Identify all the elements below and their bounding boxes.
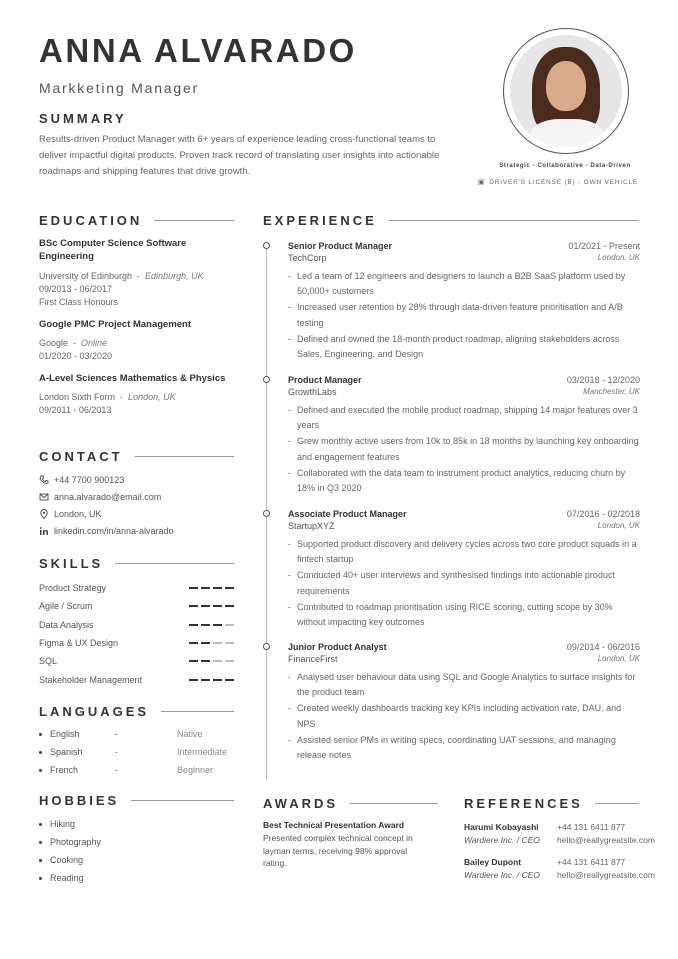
edu-dates: 09/2011 - 06/2013 <box>39 405 112 415</box>
job-location: London, UK <box>597 521 640 530</box>
skill-item <box>39 652 234 670</box>
reference-phone: +44 131 6411 877 <box>557 857 626 867</box>
edu-dates: 01/2020 - 03/2020 <box>39 351 113 361</box>
job-dates: 01/2021 - Present <box>568 241 640 251</box>
contact-linkedin[interactable]: linkedin.com/in/anna-alvarado <box>39 522 234 539</box>
experience-heading-row <box>263 213 639 228</box>
job-company: GrowthLabs <box>288 387 337 397</box>
skill-level-dash <box>189 642 198 644</box>
reference-company: Wardiere Inc. / CEO <box>464 870 540 880</box>
skill-item <box>39 670 234 688</box>
award-name: Best Technical Presentation Award <box>263 820 405 830</box>
job-bullet: - Supported product discovery and delivery cycles across two core product squads in a fintech startup <box>288 537 640 567</box>
language-sep: - <box>115 729 118 739</box>
school: University of Edinburgh <box>39 271 133 281</box>
skill-level-dash <box>225 679 234 681</box>
degree: BSc Computer Science Software Engineering <box>39 238 187 262</box>
job-bullet: - Conducted 40+ user interviews and synthesised findings into actionable product requirements <box>288 568 640 598</box>
language-sep: - <box>115 765 118 775</box>
language-level: Intermediate <box>177 747 228 757</box>
job-bullet: - Collaborated with the data team to instrument product analytics, reducing churn by 18% in Q3 2020 <box>288 466 640 496</box>
hobby-item: Hiking <box>39 815 234 833</box>
job-entry <box>266 509 640 631</box>
skill-item <box>39 634 234 652</box>
hobby-item: Cooking <box>39 851 234 869</box>
summary-text: Results-driven Product Manager with 6+ years of experience leading cross-functional teams to deliver impactful digital products. Proven track record of translating user insights into actionable roadmaps and shipping features that drive growth. <box>39 134 440 177</box>
contact-list <box>39 471 234 539</box>
skill-level-dash <box>201 605 210 607</box>
skill-level-indicator <box>189 642 234 644</box>
language-level: Native <box>177 729 203 739</box>
language-item <box>39 761 234 779</box>
job-title: Markketing Manager <box>39 80 200 96</box>
phone-icon <box>39 475 49 485</box>
hobby-item: Photography <box>39 833 234 851</box>
job-title: Senior Product Manager <box>288 241 393 251</box>
language-item <box>39 743 234 761</box>
job-bullet: - Increased user retention by 28% through data-driven feature prioritisation and A/B testing <box>288 300 640 330</box>
language-level: Beginner <box>177 765 214 775</box>
skill-level-dash <box>201 642 210 644</box>
education-item: A-Level Sciences Mathematics & Physics London Sixth Form - London, UK 09/2011 - 06/2013 <box>39 372 234 415</box>
job-dates: 07/2016 - 02/2018 <box>566 509 640 519</box>
school-location: Edinburgh, UK <box>145 271 204 281</box>
degree: Google PMC Project Management <box>39 319 192 330</box>
skill-level-dash <box>189 587 198 589</box>
skill-item <box>39 597 234 615</box>
contact-email[interactable]: anna.alvarado@email.com <box>39 488 234 505</box>
skill-level-dash <box>225 605 234 607</box>
skill-level-dash <box>213 679 222 681</box>
hobbies-list <box>39 815 234 887</box>
school: Google <box>39 338 69 348</box>
reference-email[interactable]: hello@reallygreatsite.com <box>557 835 655 845</box>
reference-name: Harumi Kobayashi <box>464 822 539 832</box>
mail-icon <box>39 492 49 502</box>
skill-name: Agile / Scrum <box>39 601 93 612</box>
references-heading-row <box>464 796 639 811</box>
job-title: Product Manager <box>288 375 362 385</box>
reference-item <box>464 857 664 880</box>
job-dates: 03/2018 - 12/2020 <box>566 375 640 385</box>
skill-item <box>39 579 234 597</box>
job-bullet: - Led a team of 12 engineers and designers to launch a B2B SaaS platform used by 50,000+ customers <box>288 269 640 299</box>
experience-heading: EXPERIENCE <box>263 213 377 228</box>
skill-level-dash <box>201 587 210 589</box>
skills-heading-row <box>39 556 234 571</box>
education-heading-row <box>39 213 234 228</box>
job-entry <box>266 375 640 497</box>
skill-level-indicator <box>189 605 234 607</box>
job-location: Manchester, UK <box>583 387 640 396</box>
contact-heading: CONTACT <box>39 449 123 464</box>
skill-level-dash <box>225 660 234 662</box>
profile-photo <box>503 28 629 154</box>
job-bullet: - Created weekly dashboards tracking key KPIs including activation rate, DAU, and NPS <box>288 701 640 731</box>
skill-level-dash <box>201 624 210 626</box>
hobbies-heading: HOBBIES <box>39 793 120 808</box>
skill-level-indicator <box>189 660 234 662</box>
skill-level-dash <box>213 587 222 589</box>
skill-level-indicator <box>189 587 234 589</box>
skill-level-dash <box>189 624 198 626</box>
hobby-item: Reading <box>39 869 234 887</box>
skill-level-dash <box>201 679 210 681</box>
language-name: Spanish <box>50 747 83 757</box>
timeline-dot <box>263 242 270 249</box>
skill-level-dash <box>213 605 222 607</box>
degree: A-Level Sciences Mathematics & Physics <box>39 373 226 384</box>
job-bullet: - Defined and owned the 18-month product roadmap, aligning stakeholders across Sales, Engineering, and Design <box>288 332 640 362</box>
contact-phone: +44 7700 900123 <box>39 471 234 488</box>
skill-name: Figma & UX Design <box>39 638 119 649</box>
hobbies-heading-row <box>39 793 234 808</box>
job-bullet: - Assisted senior PMs in writing specs, coordinating UAT sessions, and managing release notes <box>288 733 640 763</box>
award-text: Presented complex technical concept in layman terms, receiving 98% approval rating. <box>263 833 413 868</box>
job-entry <box>266 241 640 363</box>
edu-note: First Class Honours <box>39 297 119 307</box>
skill-name: Data Analysis <box>39 619 94 630</box>
languages-heading: LANGUAGES <box>39 704 150 719</box>
skill-name: Product Strategy <box>39 583 107 594</box>
school: London Sixth Form <box>39 392 116 402</box>
reference-email[interactable]: hello@reallygreatsite.com <box>557 870 655 880</box>
job-title: Junior Product Analyst <box>288 642 387 652</box>
awards-heading: AWARDS <box>263 796 339 811</box>
skill-name: Stakeholder Management <box>39 674 143 685</box>
contact-location: London, UK <box>39 505 234 522</box>
skill-name: SQL <box>39 656 58 667</box>
job-location: London, UK <box>597 253 640 262</box>
reference-phone: +44 131 6411 877 <box>557 822 626 832</box>
education-item: BSc Computer Science Software Engineering University of Edinburgh - Edinburgh, UK 09/2013 - 06/2017 First Class Honours <box>39 237 234 307</box>
contact-heading-row <box>39 449 234 464</box>
skill-level-indicator <box>189 624 234 626</box>
skill-level-dash <box>213 624 222 626</box>
job-company: StartupXYZ <box>288 521 335 531</box>
award-item <box>263 820 433 870</box>
reference-company: Wardiere Inc. / CEO <box>464 835 540 845</box>
job-bullet: - Grew monthly active users from 10k to 85k in 18 months by launching key onboarding and engagement features <box>288 434 640 464</box>
languages-heading-row <box>39 704 234 719</box>
references-heading: REFERENCES <box>464 796 583 811</box>
skills-heading: SKILLS <box>39 556 104 571</box>
car-icon: ▣ <box>477 179 486 186</box>
location-pin-icon <box>39 509 49 519</box>
skill-item <box>39 616 234 634</box>
job-bullet: - Analysed user behaviour data using SQL and Google Analytics to surface insights for the product team <box>288 670 640 700</box>
education-heading: EDUCATION <box>39 213 143 228</box>
job-title: Associate Product Manager <box>288 509 407 519</box>
job-bullet: - Contributed to roadmap prioritisation using RICE scoring, cutting scope by 30% without impacting key outcomes <box>288 600 640 630</box>
education-list <box>39 237 234 415</box>
summary-heading: SUMMARY <box>39 111 127 126</box>
edu-dates: 09/2013 - 06/2017 <box>39 284 113 294</box>
skill-level-dash <box>225 624 234 626</box>
skill-level-dash <box>189 679 198 681</box>
job-dates: 09/2014 - 06/2016 <box>566 642 640 652</box>
education-item: Google PMC Project Management Google - Online 01/2020 - 03/2020 <box>39 318 234 361</box>
language-item <box>39 725 234 743</box>
traits-line: Strategic - Collaborative - Data-Driven <box>499 163 631 169</box>
skill-level-dash <box>225 642 234 644</box>
license-line: ▣ DRIVER'S LICENSE (B) - OWN VEHICLE <box>477 179 638 186</box>
language-name: French <box>50 765 79 775</box>
skill-level-dash <box>213 642 222 644</box>
skill-level-dash <box>189 660 198 662</box>
candidate-name: ANNA ALVARADO <box>39 32 357 69</box>
job-entry <box>266 642 640 764</box>
language-name: English <box>50 729 80 739</box>
job-company: FinanceFirst <box>288 654 338 664</box>
reference-name: Bailey Dupont <box>464 857 522 867</box>
skills-list <box>39 579 234 689</box>
school-location: London, UK <box>128 392 176 402</box>
awards-heading-row <box>263 796 438 811</box>
timeline-dot <box>263 376 270 383</box>
reference-item <box>464 822 664 845</box>
job-bullet: - Defined and executed the mobile product roadmap, shipping 14 major features over 3 years <box>288 403 640 433</box>
skill-level-dash <box>213 660 222 662</box>
school-location: Online <box>81 338 108 348</box>
job-company: TechCorp <box>288 253 327 263</box>
timeline-dot <box>263 510 270 517</box>
linkedin-icon <box>39 526 49 536</box>
job-location: London, UK <box>597 654 640 663</box>
skill-level-dash <box>225 587 234 589</box>
skill-level-indicator <box>189 679 234 681</box>
language-sep: - <box>115 747 118 757</box>
languages-list <box>39 725 234 779</box>
timeline-dot <box>263 643 270 650</box>
skill-level-dash <box>201 660 210 662</box>
skill-level-dash <box>189 605 198 607</box>
